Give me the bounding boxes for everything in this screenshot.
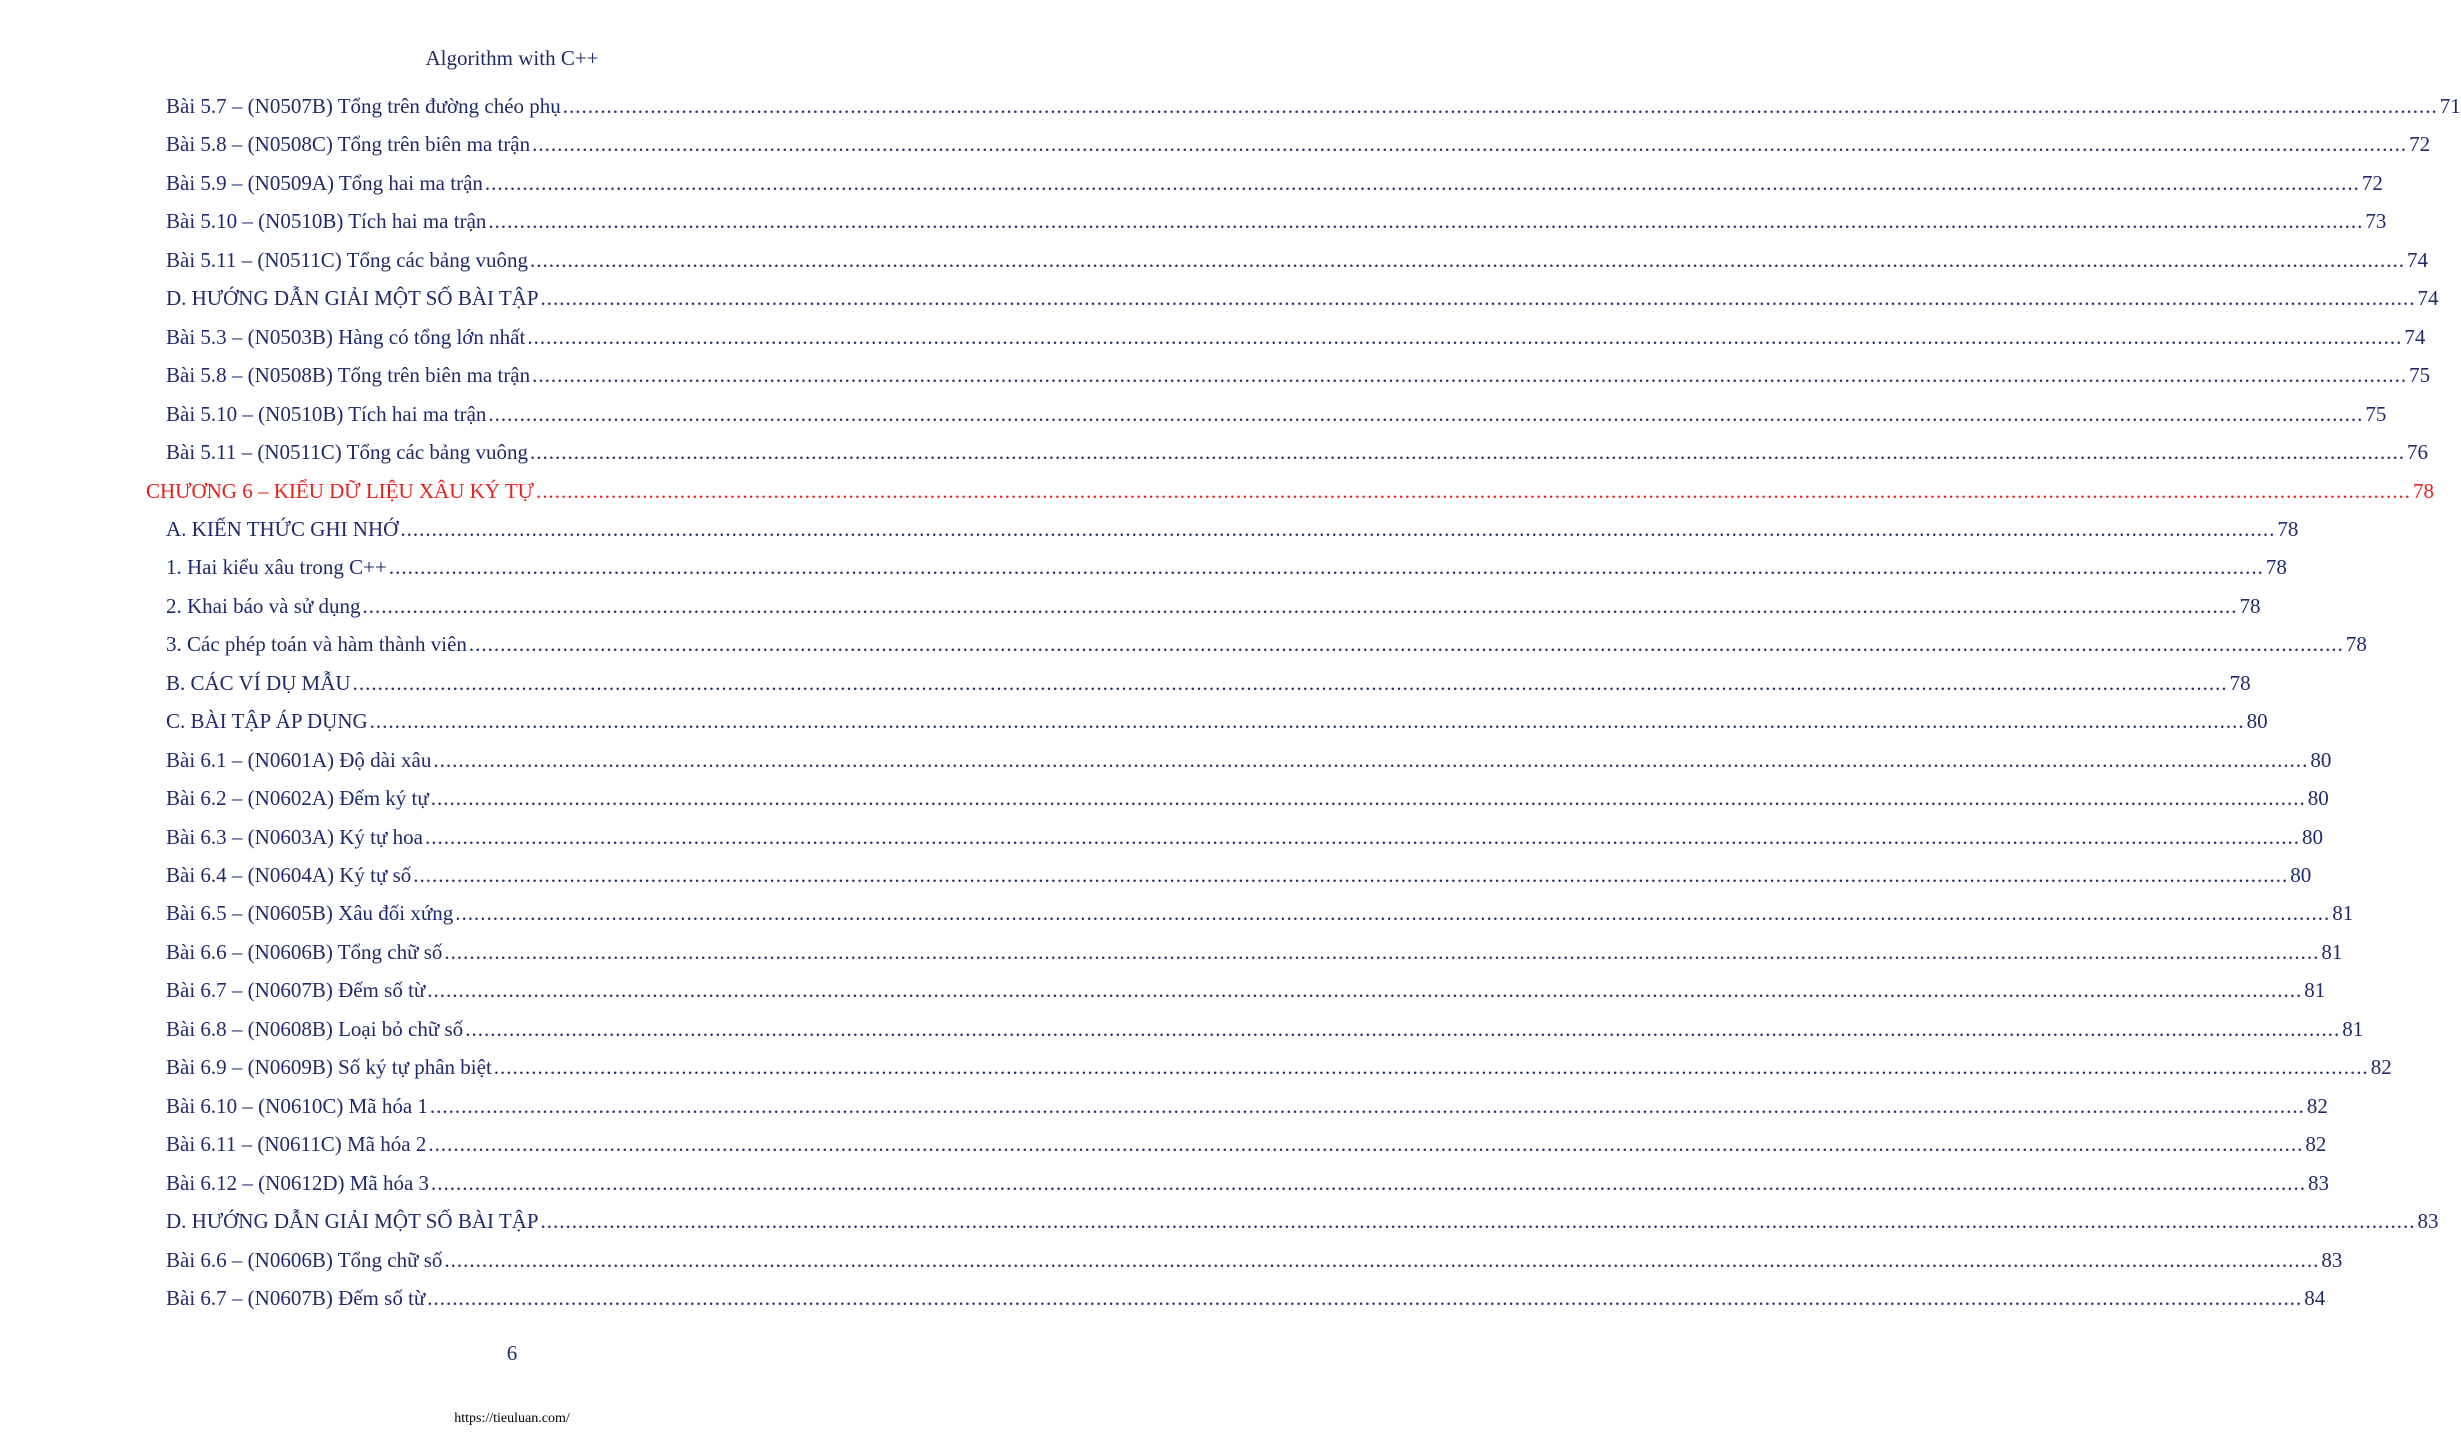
toc-entry[interactable] (166, 1170, 2330, 1201)
toc-entry[interactable] (166, 709, 2268, 739)
toc-dot-leader: ............................................................................................................................................................................................................................................................................................................ (465, 1016, 2341, 1041)
toc-entry-page: 83 (2308, 1170, 2330, 1195)
toc-dot-leader: ............................................................................................................................................................................................................................................................................................................ (455, 901, 2331, 926)
toc-entry-page: 80 (2307, 786, 2329, 811)
toc-entry-label: Bài 5.11 – (N0511C) Tổng các bảng vuông (166, 247, 528, 272)
toc-dot-leader: ............................................................................................................................................................................................................................................................................................................ (562, 94, 2438, 118)
toc-entry[interactable] (166, 786, 2329, 816)
toc-entry-page: 83 (2321, 1247, 2343, 1272)
toc-dot-leader: ............................................................................................................................................................................................................................................................................................................ (413, 863, 2289, 887)
toc-dot-leader: ............................................................................................................................................................................................................................................................................................................ (424, 824, 2300, 849)
toc-entry-label: Bài 6.1 – (N0601A) Độ dài xâu (166, 747, 432, 772)
toc-dot-leader: ............................................................................................................................................................................................................................................................................................................ (362, 593, 2238, 618)
toc-entry-page: 78 (2412, 478, 2434, 503)
toc-entry[interactable] (166, 516, 2299, 547)
running-header: Algorithm with C++ (425, 46, 599, 70)
toc-chapter-entry[interactable] (146, 478, 2434, 509)
toc-dot-leader: ............................................................................................................................................................................................................................................................................................................ (429, 1093, 2305, 1118)
toc-entry-label: Bài 6.9 – (N0609B) Số ký tự phân biệt (166, 1055, 492, 1080)
toc-dot-leader: ............................................................................................................................................................................................................................................................................................................ (532, 132, 2408, 157)
toc-dot-leader: ............................................................................................................................................................................................................................................................................................................ (352, 670, 2228, 695)
toc-entry-page: 78 (2229, 670, 2251, 695)
toc-entry[interactable] (166, 1285, 2326, 1316)
toc-dot-leader: ............................................................................................................................................................................................................................................................................................................ (535, 478, 2411, 503)
toc-entry-label: Bài 5.8 – (N0508B) Tổng trên biên ma trận (166, 363, 531, 388)
toc-dot-leader: ............................................................................................................................................................................................................................................................................................................ (468, 632, 2344, 657)
toc-entry-label: Bài 6.11 – (N0611C) Mã hóa 2 (166, 1132, 427, 1157)
toc-entry[interactable] (166, 670, 2251, 701)
toc-entry-label: 2. Khai báo và sử dụng (166, 593, 361, 618)
page-number: 6 (506, 1341, 518, 1365)
toc-entry-page: 80 (2310, 747, 2332, 772)
toc-entry-page: 75 (2365, 401, 2387, 426)
toc-entry[interactable] (166, 286, 2439, 316)
toc-dot-leader: ............................................................................................................................................................................................................................................................................................................ (428, 1132, 2304, 1157)
toc-entry-page: 82 (2306, 1093, 2328, 1118)
toc-entry-label: Bài 5.11 – (N0511C) Tổng các bảng vuông (166, 440, 528, 465)
toc-entry[interactable] (166, 209, 2387, 239)
toc-entry-page: 76 (2407, 440, 2428, 465)
toc-entry-label: C. BÀI TẬP ÁP DỤNG (166, 709, 368, 734)
toc-entry-label: Bài 6.3 – (N0603A) Ký tự hoa (166, 824, 423, 849)
toc-dot-leader: ............................................................................................................................................................................................................................................................................................................ (530, 440, 2405, 465)
toc-entry-page: 82 (2370, 1055, 2392, 1080)
toc-entry-label: Bài 5.3 – (N0503B) Hàng có tổng lớn nhất (166, 324, 526, 349)
toc-dot-leader: ............................................................................................................................................................................................................................................................................................................ (400, 516, 2276, 541)
toc-entry-page: 80 (2290, 863, 2312, 887)
toc-entry[interactable] (166, 978, 2326, 1008)
toc-entry-page: 74 (2404, 324, 2426, 349)
toc-dot-leader: ............................................................................................................................................................................................................................................................................................................ (488, 209, 2364, 234)
toc-entry[interactable] (166, 440, 2428, 470)
toc-entry-page: 72 (2409, 132, 2431, 157)
toc-entry-page: 78 (2345, 632, 2367, 657)
toc-entry-page: 82 (2305, 1132, 2327, 1157)
toc-entry-label: Bài 6.12 – (N0612D) Mã hóa 3 (166, 1170, 430, 1195)
toc-entry-page: 72 (2361, 170, 2383, 195)
toc-dot-leader: ............................................................................................................................................................................................................................................................................................................ (444, 1247, 2320, 1272)
toc-dot-leader: ............................................................................................................................................................................................................................................................................................................ (431, 1170, 2307, 1195)
toc-dot-leader: ............................................................................................................................................................................................................................................................................................................ (484, 170, 2360, 195)
toc-entry-page: 78 (2277, 516, 2299, 541)
toc-entry[interactable] (166, 170, 2383, 201)
toc-dot-leader: ............................................................................................................................................................................................................................................................................................................ (530, 247, 2405, 272)
toc-entry[interactable] (166, 1016, 2364, 1047)
toc-dot-leader: ............................................................................................................................................................................................................................................................................................................ (532, 363, 2408, 388)
toc-entry-page: 73 (2365, 209, 2387, 234)
toc-entry-label: Bài 6.10 – (N0610C) Mã hóa 1 (166, 1093, 428, 1118)
toc-entry[interactable] (166, 1132, 2327, 1162)
toc-entry-page: 74 (2407, 247, 2428, 272)
toc-entry-page: 81 (2321, 939, 2343, 964)
toc-entry[interactable] (166, 94, 2461, 124)
toc-dot-leader: ............................................................................................................................................................................................................................................................................................................ (493, 1055, 2369, 1080)
toc-entry[interactable] (166, 1055, 2392, 1085)
toc-entry[interactable] (166, 363, 2431, 393)
toc-dot-leader: ............................................................................................................................................................................................................................................................................................................ (388, 555, 2264, 580)
toc-entry-page: 78 (2239, 593, 2261, 618)
toc-dot-leader: ............................................................................................................................................................................................................................................................................................................ (427, 978, 2303, 1003)
toc-entry[interactable] (166, 555, 2287, 585)
toc-entry-page: 83 (2417, 1209, 2439, 1234)
toc-entry-label: A. KIẾN THỨC GHI NHỚ (166, 516, 399, 541)
toc-entry-label: Bài 5.9 – (N0509A) Tổng hai ma trận (166, 170, 483, 195)
toc-entry[interactable] (166, 1209, 2439, 1239)
toc-entry[interactable] (166, 1093, 2328, 1124)
toc-dot-leader: ............................................................................................................................................................................................................................................................................................................ (427, 1285, 2303, 1310)
toc-entry[interactable] (166, 324, 2426, 355)
toc-entry-label: D. HƯỚNG DẪN GIẢI MỘT SỐ BÀI TẬP (166, 286, 539, 311)
toc-entry-label: Bài 6.7 – (N0607B) Đếm số từ (166, 1285, 426, 1310)
toc-dot-leader: ............................................................................................................................................................................................................................................................................................................ (444, 939, 2320, 964)
toc-entry[interactable] (166, 901, 2354, 931)
toc-entry-label: 1. Hai kiểu xâu trong C++ (166, 555, 387, 580)
toc-entry-page: 84 (2304, 1285, 2326, 1310)
toc-dot-leader: ............................................................................................................................................................................................................................................................................................................ (433, 747, 2309, 772)
toc-entry[interactable] (166, 863, 2312, 893)
toc-entry-page: 78 (2265, 555, 2287, 580)
toc-entry-label: Bài 5.10 – (N0510B) Tích hai ma trận (166, 401, 487, 426)
toc-entry-label: 3. Các phép toán và hàm thành viên (166, 632, 467, 657)
toc-entry-page: 81 (2332, 901, 2354, 926)
toc-entry[interactable] (166, 247, 2428, 278)
toc-entry-label: Bài 5.8 – (N0508C) Tổng trên biên ma trận (166, 132, 531, 157)
toc-dot-leader: ............................................................................................................................................................................................................................................................................................................ (540, 286, 2416, 311)
toc-dot-leader: ............................................................................................................................................................................................................................................................................................................ (430, 786, 2306, 811)
footer-url[interactable]: https://tieuluan.com/ (454, 1411, 570, 1426)
toc-entry-label: Bài 6.5 – (N0605B) Xâu đối xứng (166, 901, 454, 926)
toc-dot-leader: ............................................................................................................................................................................................................................................................................................................ (488, 401, 2364, 426)
toc-entry-page: 74 (2417, 286, 2439, 311)
toc-entry[interactable] (166, 593, 2261, 624)
toc-entry[interactable] (166, 824, 2323, 855)
toc-entry-page: 81 (2304, 978, 2326, 1003)
toc-entry-label: Bài 6.8 – (N0608B) Loại bỏ chữ số (166, 1016, 464, 1041)
toc-entry-label: Bài 5.7 – (N0507B) Tổng trên đường chéo phụ (166, 94, 561, 118)
toc-entry-page: 71 (2439, 94, 2461, 118)
toc-entry-label: Bài 6.7 – (N0607B) Đếm số từ (166, 978, 426, 1003)
toc-entry-label: B. CÁC VÍ DỤ MẪU (166, 670, 351, 695)
toc-entry-label: Bài 6.6 – (N0606B) Tổng chữ số (166, 939, 443, 964)
toc-entry[interactable] (166, 747, 2332, 778)
toc-entry-label: Bài 6.6 – (N0606B) Tổng chữ số (166, 1247, 443, 1272)
toc-entry[interactable] (166, 632, 2367, 662)
toc-entry-label: Bài 6.4 – (N0604A) Ký tự số (166, 863, 412, 887)
toc-entry-label: Bài 5.10 – (N0510B) Tích hai ma trận (166, 209, 487, 234)
toc-entry-page: 80 (2246, 709, 2268, 734)
toc-entry[interactable] (166, 132, 2431, 162)
toc-entry-page: 81 (2342, 1016, 2364, 1041)
toc-entry[interactable] (166, 401, 2387, 432)
toc-entry-label: D. HƯỚNG DẪN GIẢI MỘT SỐ BÀI TẬP (166, 1209, 539, 1234)
toc-entry-page: 75 (2409, 363, 2431, 388)
toc-dot-leader: ............................................................................................................................................................................................................................................................................................................ (369, 709, 2245, 734)
toc-dot-leader: ............................................................................................................................................................................................................................................................................................................ (527, 324, 2403, 349)
toc-entry[interactable] (166, 939, 2343, 970)
toc-entry[interactable] (166, 1247, 2343, 1278)
toc-entry-label: CHƯƠNG 6 – KIỂU DỮ LIỆU XÂU KÝ TỰ (146, 478, 534, 503)
toc-entry-label: Bài 6.2 – (N0602A) Đếm ký tự (166, 786, 429, 811)
toc-entry-page: 80 (2301, 824, 2323, 849)
toc-dot-leader: ............................................................................................................................................................................................................................................................................................................ (540, 1209, 2416, 1234)
